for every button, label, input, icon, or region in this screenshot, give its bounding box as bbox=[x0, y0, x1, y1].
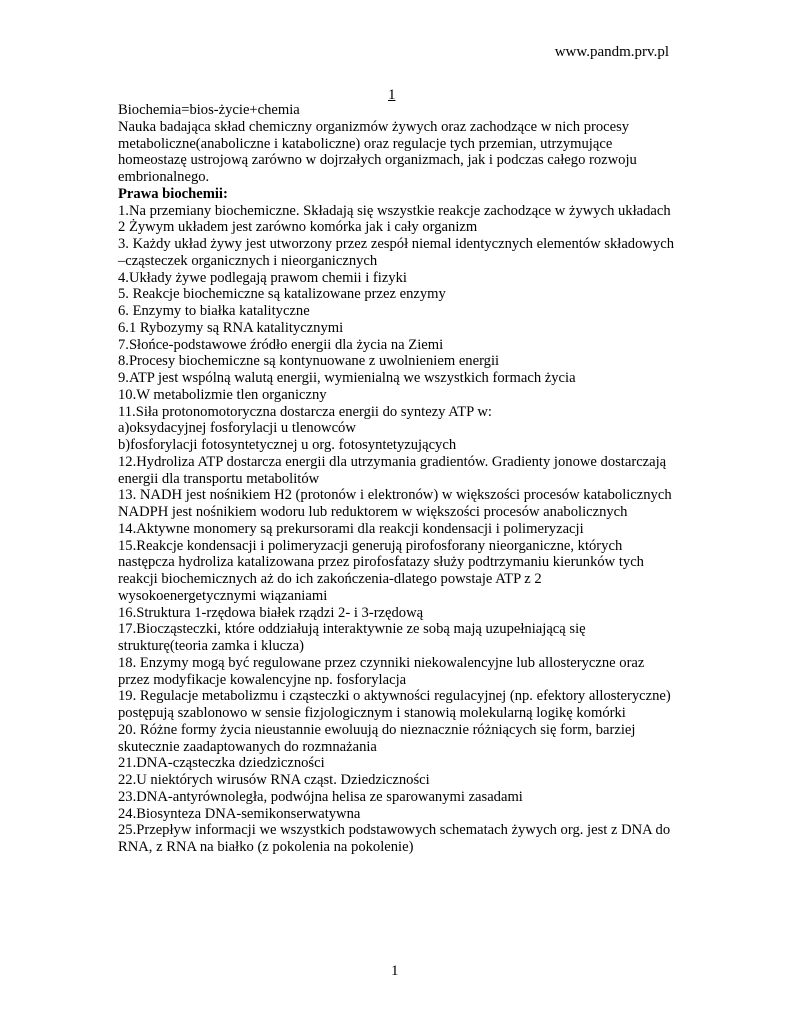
list-item: 14.Aktywne monomery są prekursorami dla reakcji kondensacji i polimeryzacji bbox=[118, 520, 584, 537]
list-item: b)fosforylacji fotosyntetycznej u org. fotosyntetyzujących bbox=[118, 437, 457, 453]
list-item: 19. Regulacje metabolizmu i cząsteczki o aktywności regulacyjnej (np. efektory allosteryczne) postępują szablonowo w sensie fizjologicznym i stanowią molekularną logikę komórki bbox=[118, 688, 671, 721]
list-item: 23.DNA-antyrównoległa, podwójna helisa ze sparowanymi zasadami bbox=[118, 788, 523, 805]
document-body bbox=[118, 102, 678, 856]
list-item: 16.Struktura 1-rzędowa białek rządzi 2- i 3-rzędową bbox=[118, 604, 424, 621]
definition-line: Biochemia=bios-życie+chemia bbox=[118, 102, 300, 118]
list-item: 18. Enzymy mogą być regulowane przez czynniki niekowalencyjne lub allosteryczne oraz przez modyfikacje kowalencyjne np. fosforylacja bbox=[118, 654, 645, 688]
list-item: 2 Żywym układem jest zarówno komórka jak i cały organizm bbox=[118, 219, 478, 236]
list-item: 3. Każdy układ żywy jest utworzony przez zespół niemal identycznych elementów składowych –cząsteczek organicznych i nieorganicznych bbox=[118, 236, 675, 269]
list-item: 13. NADH jest nośnikiem H2 (protonów i elektronów) w większości procesów katabolicznych NADPH jest nośnikiem wodoru lub reduktorem w większości procesów anabolicznych bbox=[118, 487, 672, 520]
list-item: 24.Biosynteza DNA-semikonserwatywna bbox=[118, 805, 361, 822]
list-item: 8.Procesy biochemiczne są kontynuowane z uwolnieniem energii bbox=[118, 353, 500, 370]
list-item: 15.Reakcje kondensacji i polimeryzacji generują pirofosforany nieorganiczne, których następcza hydroliza katalizowana przez pirofosfatazy służy podtrzymaniu kierunków tych reakcji biochemicznych aż do ich zakończenia-dlatego powstaje ATP z 2 wysokoenergetycznymi wiązaniami bbox=[118, 537, 644, 604]
list-item: 6. Enzymy to białka katalityczne bbox=[118, 303, 310, 319]
list-item: 7.Słońce-podstawowe źródło energii dla życia na Ziemi bbox=[118, 336, 444, 353]
list-item: 25.Przepływ informacji we wszystkich podstawowych schematach żywych org. jest z DNA do RNA, z RNA na białko (z pokolenia na pokolenie) bbox=[118, 822, 671, 855]
list-item: 12.Hydroliza ATP dostarcza energii dla utrzymania gradientów. Gradienty jonowe dostarczają energii dla transportu metabolitów bbox=[118, 453, 667, 487]
list-item: 11.Siła protonomotoryczna dostarcza energii do syntezy ATP w: bbox=[118, 403, 492, 420]
page-top-number: 1 bbox=[388, 87, 396, 103]
list-item: 9.ATP jest wspólną walutą energii, wymienialną we wszystkich formach życia bbox=[118, 370, 576, 386]
list-item: 6.1 Rybozymy są RNA katalitycznymi bbox=[118, 319, 344, 336]
list-item: 5. Reakcje biochemiczne są katalizowane przez enzymy bbox=[118, 286, 446, 303]
page-bottom-number: 1 bbox=[391, 963, 399, 979]
list-item: a)oksydacyjnej fosforylacji u tlenowców bbox=[118, 420, 356, 437]
list-item: 22.U niektórych wirusów RNA cząst. Dziedziczności bbox=[118, 772, 430, 788]
section-heading: Prawa biochemii: bbox=[118, 185, 228, 202]
list-item: 21.DNA-cząsteczka dziedziczności bbox=[118, 755, 325, 772]
list-item: 4.Układy żywe podlegają prawom chemii i fizyki bbox=[118, 269, 407, 286]
list-item: 17.Biocząsteczki, które oddziałują interaktywnie ze sobą mają uzupełniającą się strukturę(teoria zamka i klucza) bbox=[118, 621, 586, 654]
intro-paragraph: Nauka badająca skład chemiczny organizmów żywych oraz zachodzące w nich procesy metaboliczne(anaboliczne i kataboliczne) oraz regulacje tych przemian, utrzymujące homeostazę ustrojową zarówno w dojrzałych organizmach, jak i podczas całego rozwoju embrionalnego. bbox=[118, 118, 637, 185]
list-item: 10.W metabolizmie tlen organiczny bbox=[118, 386, 327, 403]
list-item: 20. Różne formy życia nieustannie ewoluują do nieznacznie różniących się form, barziej skutecznie zaadaptowanych do rozmnażania bbox=[118, 721, 636, 755]
header-url: www.pandm.prv.pl bbox=[554, 44, 669, 60]
list-item: 1.Na przemiany biochemiczne. Składają się wszystkie reakcje zachodzące w żywych układach bbox=[118, 202, 671, 219]
